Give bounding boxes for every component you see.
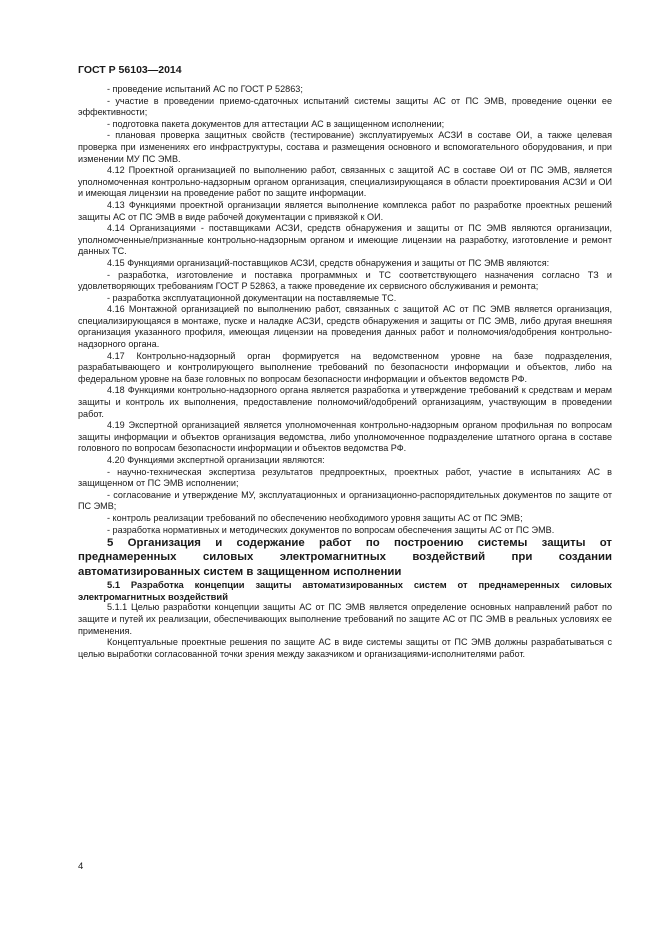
list-item: - научно-техническая экспертиза результатов предпроектных, проектных работ, участие в испытаниях АС в защищенном от ПС ЭМВ исполнении;	[78, 466, 612, 489]
paragraph-4-17: 4.17 Контрольно-надзорный орган формируется на ведомственном уровне на базе подразделения, разрабатывающего и контролирующего выполнение требований по безопасности информации и объектов, либо на федеральном уровне на базе головных по вопросам безопасности информации и объектов ведомств РФ.	[78, 350, 612, 384]
paragraph-4-14: 4.14 Организациями - поставщиками АСЗИ, средств обнаружения и защиты от ПС ЭМВ являются организации, уполномоченные/признанные контрольно-надзорным органом и имеющие лицензии на разработку, изготовление и ремонт данных ТС.	[78, 223, 612, 257]
paragraph-4-19: 4.19 Экспертной организацией является уполномоченная контрольно-надзорным органом профильная по вопросам защиты информации и объектов организация ведомства, либо уполномоченное подразделение штатного органа в составе головного по вопросам безопасности информации и объектов ведомства РФ.	[78, 420, 612, 454]
section-title: 5 Организация и содержание работ по построению системы защиты от преднамеренных силовых электромагнитных воздействий при создании автоматизированных систем в защищенном исполнении	[78, 537, 612, 578]
list-item: - подготовка пакета документов для аттестации АС в защищенном исполнении;	[107, 118, 445, 129]
paragraph-5-1-1: 5.1.1 Целью разработки концепции защиты АС от ПС ЭМВ является определение основных направлений работ по защите и путей их реализации, обеспечивающих выполнение требований по защите АС от ПС ЭМВ в реальных условиях ее применения.	[78, 602, 612, 636]
page-number: 4	[78, 861, 84, 872]
list-item: - разработка эксплуатационной документации на поставляемые ТС.	[107, 292, 397, 303]
paragraph-4-20: 4.20 Функциями экспертной организации являются:	[107, 455, 325, 465]
list-item: - разработка, изготовление и поставка программных и ТС соответствующего назначения согласно ТЗ и удовлетворяющих требованиям ГОСТ Р 52863, а также проведение их сервисного обслуживания и ремонта;	[78, 269, 612, 292]
list-item: - проведение испытаний АС по ГОСТ Р 52863;	[107, 84, 303, 94]
list-item: - согласование и утверждение МУ, эксплуатационных и организационно-распорядительных документов по защите от ПС ЭМВ;	[78, 489, 612, 512]
list-item: - контроль реализации требований по обеспечению необходимого уровня защиты АС от ПС ЭМВ;	[107, 512, 523, 523]
page-header: ГОСТ Р 56103—2014	[78, 64, 182, 76]
paragraph-4-16: 4.16 Монтажной организацией по выполнению работ, связанных с защитой АС от ПС ЭМВ является организация, специализирующаяся в монтаже, пуске и наладке АСЗИ, средств обнаружения и защиты от ПС ЭМВ, либо другая внешняя организация указанного профиля, имеющая лицензии на проведения данных работ и полномочия/одобрения контрольно-надзорного органа.	[78, 304, 612, 350]
list-item: - разработка нормативных и методических документов по вопросам обеспечения защиты АС от ПС ЭМВ.	[107, 524, 555, 535]
list-item: - участие в проведении приемо-сдаточных испытаний системы защиты АС от ПС ЭМВ, проведение оценки ее эффективности;	[78, 95, 612, 118]
list-item: - плановая проверка защитных свойств (тестирование) эксплуатируемых АСЗИ в составе ОИ, а также целевая проверка при изменениях его инфраструктуры, состава и размещения основного и вспомогательного оборудования, и при изменении МУ ПС ЭМВ.	[78, 130, 612, 164]
paragraph-4-12: 4.12 Проектной организацией по выполнению работ, связанных с защитой АС в составе ОИ от ПС ЭМВ, является уполномоченная контрольно-надзорным органом организация, специализирующаяся в области проектирования АСЗИ и ОИ и имеющая лицензии на проведение работ по защите информации.	[78, 165, 612, 199]
page-body	[78, 84, 612, 660]
paragraph: Концептуальные проектные решения по защите АС в виде системы защиты от ПС ЭМВ должны разрабатываться с целью выработки согласованной точки зрения между заказчиком и организациями-исполнителями работ.	[78, 637, 612, 659]
subsection-title: 5.1 Разработка концепции защиты автоматизированных систем от преднамеренных силовых электромагнитных воздействий	[78, 578, 612, 602]
paragraph-4-15: 4.15 Функциями организаций-поставщиков АСЗИ, средств обнаружения и защиты от ПС ЭМВ являются:	[107, 257, 550, 268]
paragraph-4-13: 4.13 Функциями проектной организации является выполнение комплекса работ по разработке проектных решений защиты АС от ПС ЭМВ в виде рабочей документации с привязкой к ОИ.	[78, 199, 612, 222]
paragraph-4-18: 4.18 Функциями контрольно-надзорного органа является разработка и утверждение требований к средствам и мерам защиты и контроль их выполнения, предоставление полномочий/одобрений организациям, участвующим в проведении работ.	[78, 385, 612, 419]
